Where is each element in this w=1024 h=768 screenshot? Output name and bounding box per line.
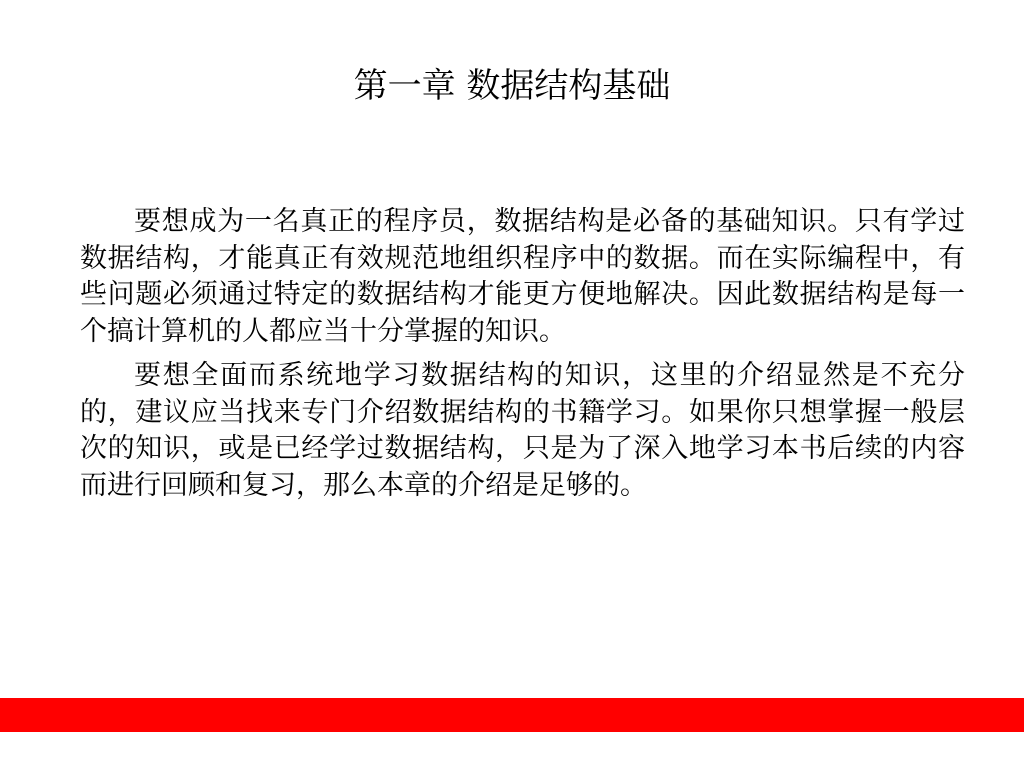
footer-accent-bar (0, 698, 1024, 732)
slide-title: 第一章 数据结构基础 (353, 66, 671, 106)
body-paragraph-1: 要想成为一名真正的程序员，数据结构是必备的基础知识。只有学过数据结构，才能真正有效规范地组织程序中的数据。而在实际编程中，有些问题必须通过特定的数据结构才能更方便地解决。因此数据结构是每一个搞计算机的人都应当十分掌握的知识。 (80, 206, 965, 347)
slide-body (80, 204, 965, 512)
body-paragraph-2: 要想全面而系统地学习数据结构的知识，这里的介绍显然是不充分的，建议应当找来专门介绍数据结构的书籍学习。如果你只想掌握一般层次的知识，或是已经学过数据结构，只是为了深入地学习本书后续的内容而进行回顾和复习，那么本章的介绍是足够的。 (80, 360, 965, 501)
